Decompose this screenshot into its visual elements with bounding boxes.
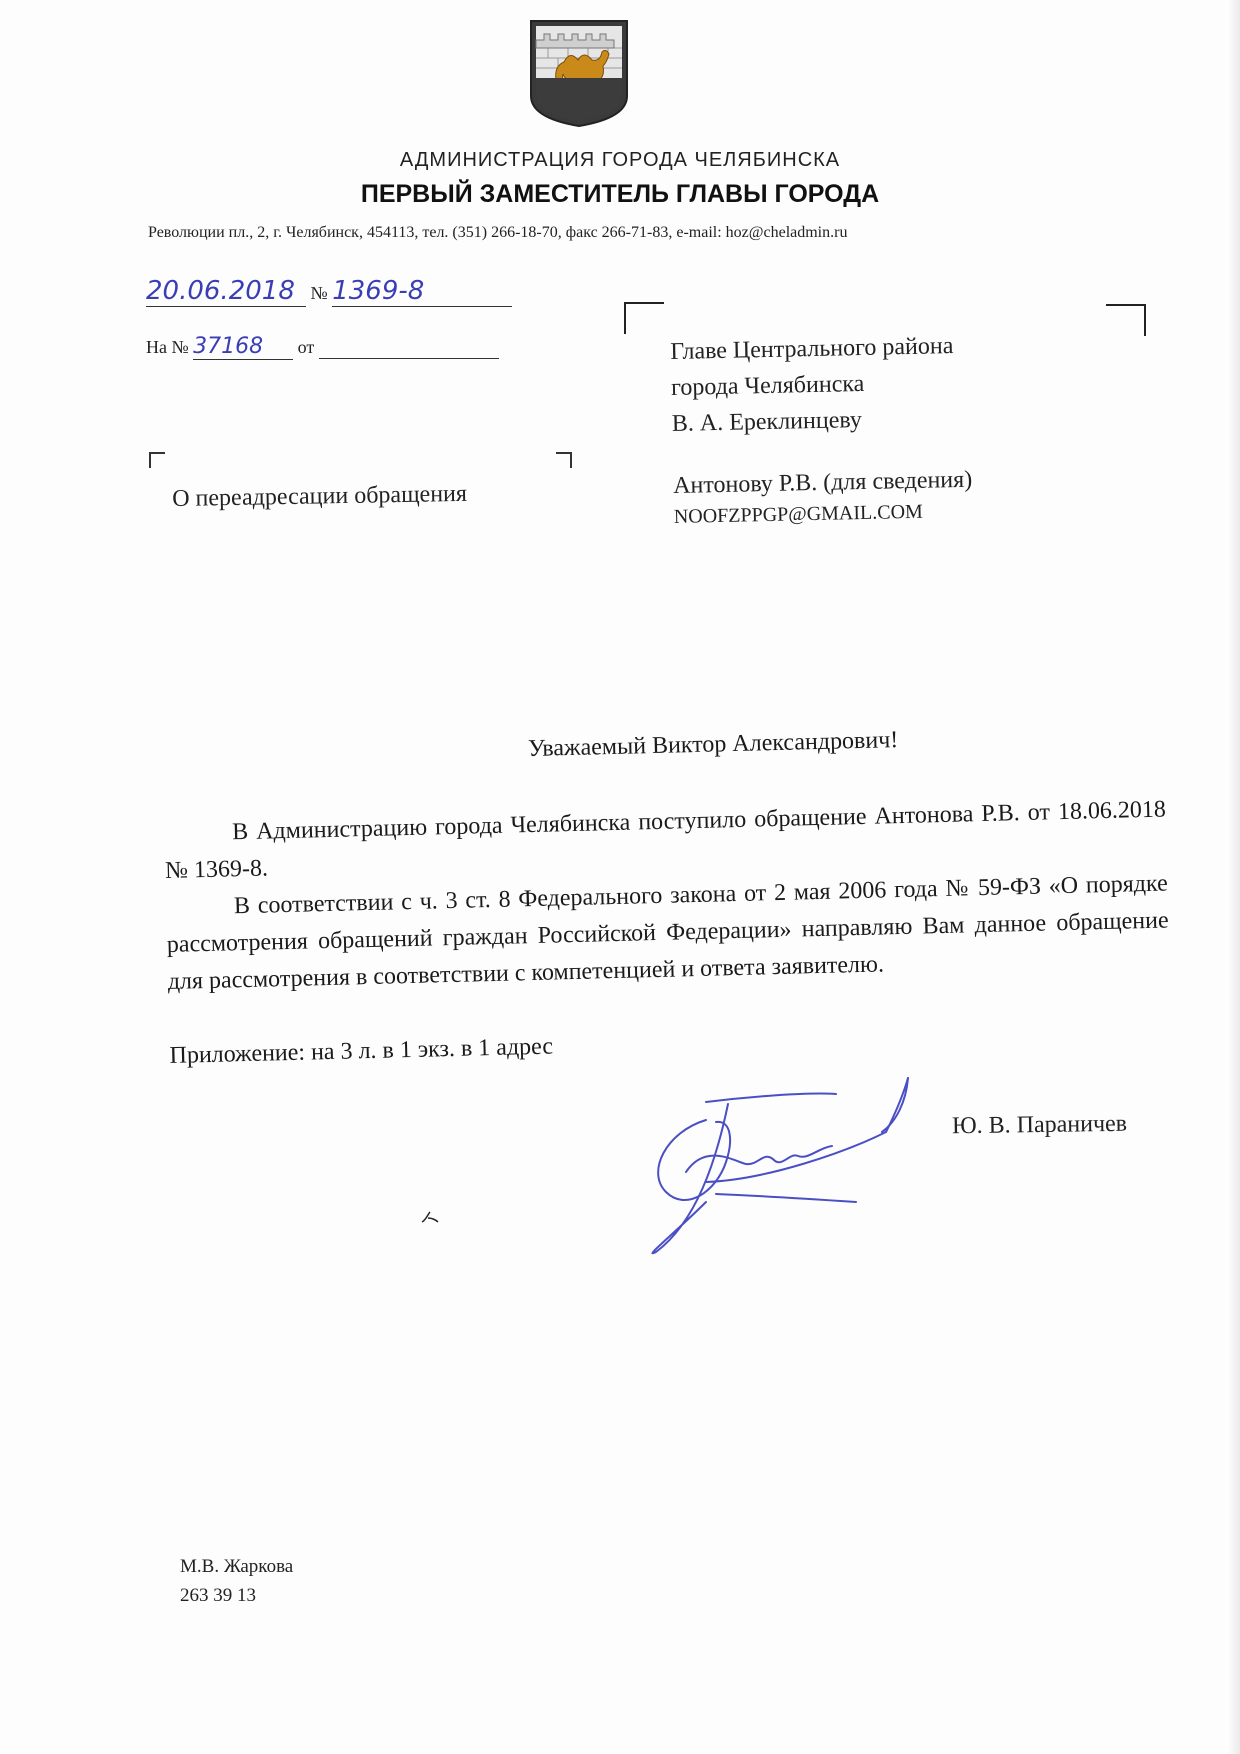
addressee-block [670, 328, 973, 530]
cc-recipient: Антонову Р.В. (для сведения) [672, 466, 973, 499]
letter-body [162, 721, 1172, 1070]
number-label: № [310, 283, 328, 303]
chelyabinsk-coat-of-arms-icon [528, 18, 630, 128]
salutation: Уважаемый Виктор Александрович! [527, 727, 899, 763]
subject-corner-right [556, 452, 572, 468]
executor-name: М.В. Жаркова [180, 1556, 294, 1577]
addressee-corner-right [1106, 304, 1146, 336]
addressee-line: В. А. Ереклинцеву [671, 407, 863, 437]
registration-number: 1369-8 [332, 276, 425, 306]
organization-name: АДМИНИСТРАЦИЯ ГОРОДА ЧЕЛЯБИНСКА [399, 149, 841, 171]
reply-number: 37168 [193, 334, 264, 359]
reply-label: На № [146, 337, 189, 357]
scan-edge-shadow [1228, 0, 1240, 1754]
signatory-name: Ю. В. Параничев [951, 1110, 1128, 1140]
body-paragraph-1: В Администрацию города Челябинска поступило обращение Антонова Р.В. от 18.06.2018 № 1369-8. [164, 796, 1167, 884]
executor-phone: 263 39 13 [180, 1585, 256, 1606]
handwritten-signature-icon [646, 1072, 936, 1262]
cc-email: NOOFZPPGP@GMAIL.COM [673, 500, 924, 528]
position-title: ПЕРВЫЙ ЗАМЕСТИТЕЛЬ ГЛАВЫ ГОРОДА [360, 180, 880, 208]
attachment-note: Приложение: на 3 л. в 1 экз. в 1 адрес [169, 1033, 554, 1069]
organization-address: Революции пл., 2, г. Челябинск, 454113, тел. (351) 266-18-70, факс 266-71-83, e-mail: hoz@cheladmin.ru [148, 224, 848, 241]
reply-line [146, 334, 499, 360]
body-paragraph-2: В соответствии с ч. 3 ст. 8 Федерального закона от 2 мая 2006 года № 59-ФЗ «О порядке рассмотрения обращений граждан Российской Федерации» направляю Вам данное обращение для рассмотрения в соответствии с компетенцией и ответа заявителю. [166, 870, 1169, 995]
addressee-line: города Челябинска [670, 370, 865, 401]
letter-subject: О переадресации обращения [172, 480, 468, 512]
executor-block [180, 1552, 293, 1610]
addressee-line: Главе Центрального района [670, 333, 954, 365]
reply-from-label: от [297, 337, 315, 357]
subject-corner-left [149, 452, 165, 468]
pen-mark-icon [420, 1210, 440, 1226]
addressee-corner-left [624, 302, 664, 334]
registration-line [146, 276, 512, 307]
registration-date: 20.06.2018 [146, 276, 295, 306]
